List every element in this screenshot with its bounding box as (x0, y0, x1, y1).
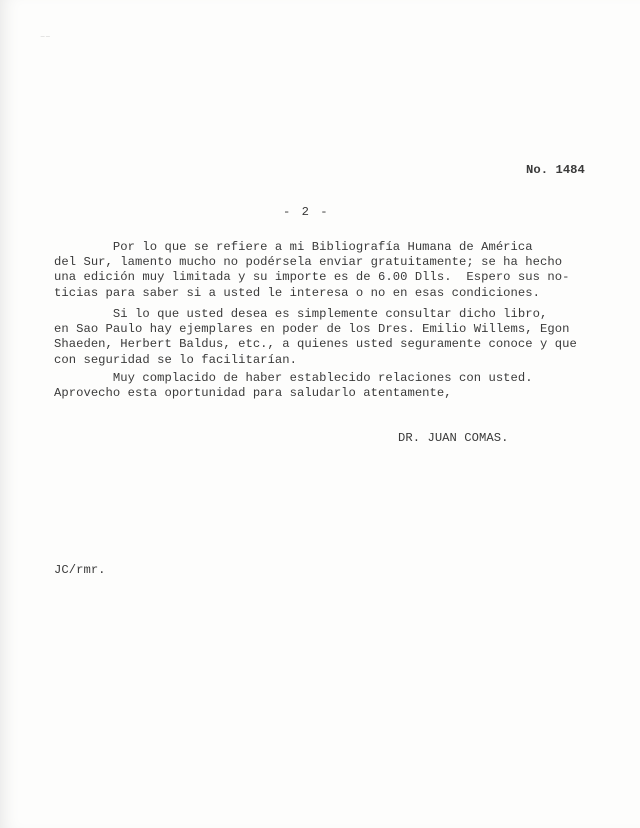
reference-number: No. 1484 (526, 163, 585, 177)
page-number: - 2 - (283, 205, 330, 219)
typist-initials: JC/rmr. (54, 563, 106, 577)
paper-mark: ⁻⁻ (40, 34, 51, 45)
paragraph-bibliography: Por lo que se refiere a mi Bibliografía Humana de América del Sur, lamento mucho no podérsela enviar gratuitamente; se ha hecho una edición muy limitada y su importe es de 6.00 Dlls. Espero sus no- ticias para saber si a usted le interesa o no en esas condiciones. (54, 240, 570, 300)
paragraph-consult-book: Si lo que usted desea es simplemente consultar dicho libro, en Sao Paulo hay ejemplares en poder de los Dres. Emilio Willems, Egon Shaeden, Herbert Baldus, etc., a quienes usted seguramente conoce y que con seguridad se lo facilitarían. (54, 307, 577, 367)
signature: DR. JUAN COMAS. (398, 431, 509, 445)
paragraph-closing: Muy complacido de haber establecido relaciones con usted. Aprovecho esta oportunidad para saludarlo atentamente, (54, 371, 533, 401)
